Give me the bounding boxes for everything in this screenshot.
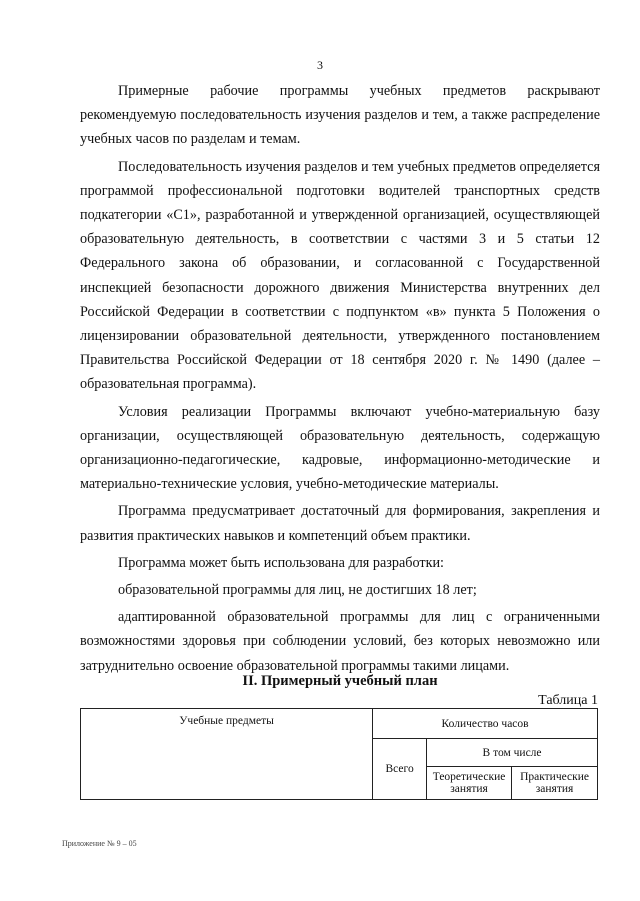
header-total: Всего: [373, 739, 427, 800]
header-hours: Количество часов: [373, 709, 598, 739]
paragraph-6: образовательной программы для лиц, не достигших 18 лет;: [118, 582, 477, 599]
document-body: [80, 79, 600, 678]
footer-note: Приложение № 9 – 05: [62, 839, 137, 848]
paragraph-2: Последовательность изучения разделов и тем учебных предметов определяется программой профессиональной подготовки водителей транспортных средств подкатегории «С1», разработанной и утвержденной организацией, осуществляющей образовательную деятельность, в соответствии с частями 3 и 5 статьи 12 Федерального закона об образовании, и согласованной с Государственной инспекцией безопасности дорожного движения Министерства внутренних дел Российской Федерации в соответствии с подпунктом «в» пункта 5 Положения о лицензировании образовательной деятельности, утвержденного постановлением Правительства Российской Федерации от 18 сентября 2020 г. № 1490 (далее – образовательная программа).: [80, 158, 600, 393]
section-heading: II. Примерный учебный план: [242, 673, 438, 689]
paragraph-5: Программа может быть использована для разработки:: [118, 554, 444, 571]
header-including: В том числе: [427, 739, 598, 767]
curriculum-table: [80, 708, 598, 800]
paragraph-1: Примерные рабочие программы учебных предметов раскрывают рекомендуемую последовательность изучения разделов и тем, а также распределение учебных часов по разделам и темам.: [80, 83, 600, 148]
table-caption: Таблица 1: [538, 693, 598, 708]
paragraph-7: адаптированной образовательной программы для лиц с ограниченными возможностями здоровья при соблюдении условий, без которых невозможно или затруднительно освоение образовательной программы такими лицами.: [80, 609, 600, 674]
header-practice: Практические занятия: [512, 767, 598, 800]
paragraph-4: Программа предусматривает достаточный для формирования, закрепления и развития практических навыков и компетенций объем практики.: [80, 503, 600, 544]
header-theory: Теоретические занятия: [427, 767, 512, 800]
table-header-row-1: [81, 709, 598, 739]
paragraph-3: Условия реализации Программы включают учебно-материальную базу организации, осуществляющей образовательную деятельность, содержащую организационно-педагогические, кадровые, информационно-методические и материально-технические условия, учебно-методические материалы.: [80, 403, 600, 493]
header-subjects: Учебные предметы: [81, 709, 373, 800]
page-number: 3: [317, 58, 323, 72]
